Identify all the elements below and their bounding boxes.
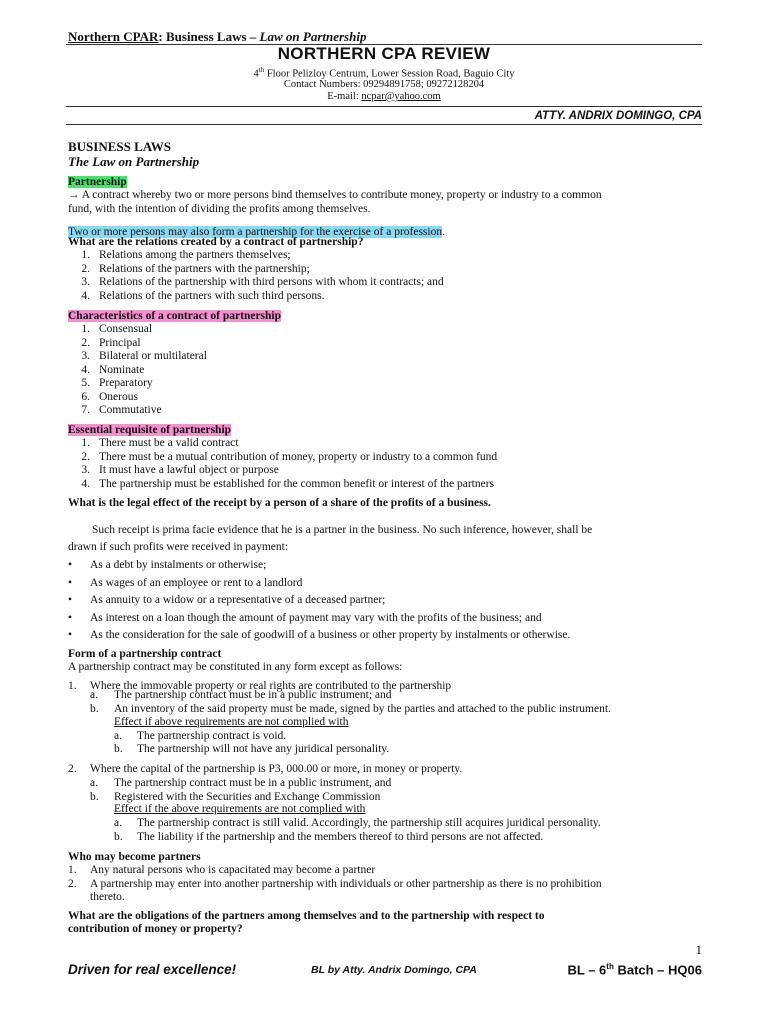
receipt-question: What is the legal effect of the receipt by a person of a share of the profits of a business.	[68, 497, 491, 509]
form-case2-text: Where the capital of the partnership is P3, 000.00 or more, in money or property.	[90, 763, 463, 775]
list-item: 2. Principal	[81, 336, 141, 349]
list-item	[68, 627, 570, 645]
requisite-3: It must have a lawful object or purpose	[99, 464, 279, 476]
form-case1-a-marker: a.	[90, 689, 98, 701]
list-item: 7. Commutative	[81, 404, 162, 416]
partnership-heading-text: Partnership	[68, 176, 127, 188]
footer-credit: BL by Atty. Andrix Domingo, CPA	[311, 964, 477, 976]
form-case2-ea-marker: a.	[114, 817, 122, 829]
partnership-def-2: fund, with the intention of dividing the profits among themselves.	[68, 203, 371, 215]
address-sup: th	[258, 66, 265, 74]
form-case2-effect: Effect if the above requirements are not complied with	[114, 803, 366, 815]
profession-note-text: Two or more persons may also form a partnership for the exercise of a profession	[68, 226, 443, 238]
list-item: 1. There must be a valid contract	[81, 437, 239, 449]
footer-batch-pre: BL – 6	[567, 962, 607, 978]
who-item-2-line-2: thereto.	[90, 891, 125, 903]
receipt-bullet-3: As annuity to a widow or a representative of a deceased partner;	[90, 594, 386, 606]
address-number: 4	[253, 68, 259, 80]
footer-motto: Driven for real excellence!	[68, 962, 237, 977]
bullet-icon: •	[68, 611, 73, 624]
form-case2-b: Registered with the Securities and Exchange Commission	[114, 791, 381, 803]
form-case2-ea: The partnership contract is still valid. Accordingly, the partnership still acquires juridical personality.	[137, 817, 601, 829]
receipt-para-1: Such receipt is prima facie evidence that he is a partner in the business. No such inference, however, shall be	[92, 524, 593, 536]
form-case2-num: 2.	[68, 763, 77, 775]
running-header	[68, 29, 366, 45]
receipt-bullet-5: As the consideration for the sale of goodwill of a business or other property by instalments or otherwise.	[90, 629, 571, 641]
receipt-bullets	[68, 557, 570, 645]
header-topic: Law on Partnership	[259, 29, 367, 44]
who-item-1-num: 1.	[68, 864, 77, 876]
header-rule-3	[66, 124, 702, 125]
address	[0, 66, 768, 80]
receipt-bullet-2: As wages of an employee or rent to a landlord	[90, 576, 303, 589]
list-item: 3. Relations of the partnership with third persons with whom it contracts; and	[81, 276, 444, 288]
characteristic-3: Bilateral or multilateral	[99, 350, 207, 362]
who-item-2-num: 2.	[68, 878, 77, 890]
course-title: BUSINESS LAWS	[68, 139, 171, 154]
relations-question: What are the relations created by a contract of partnership?	[68, 236, 364, 248]
page-number: 1	[695, 942, 702, 957]
receipt-para-2: drawn if such profits were received in payment:	[68, 541, 289, 553]
form-case2-a: The partnership contract must be in a public instrument, and	[114, 777, 392, 789]
characteristics-list	[68, 323, 207, 418]
partnership-def-1: → A contract whereby two or more persons bind themselves to contribute money, property or industry to a common	[68, 189, 602, 201]
footer-batch-sup: th	[606, 962, 614, 971]
form-case2-eb: The liability if the partnership and the members thereof to third persons are not affected.	[137, 831, 544, 843]
characteristic-5: Preparatory	[99, 377, 153, 389]
list-item: 6. Onerous	[81, 390, 138, 403]
form-case2-a-marker: a.	[90, 777, 98, 789]
bullet-icon: •	[68, 594, 73, 606]
form-case1-ea: The partnership contract is void.	[137, 730, 287, 742]
bullet-icon: •	[68, 629, 73, 641]
list-item	[68, 610, 570, 628]
list-item: 5. Preparatory	[81, 377, 153, 389]
requisite-1: There must be a valid contract	[99, 437, 239, 449]
requisite-2: There must be a mutual contribution of money, property or industry to a common fund	[99, 450, 498, 463]
relations-item-3: Relations of the partnership with third persons with whom it contracts; and	[99, 276, 444, 288]
email-line	[0, 91, 768, 102]
relations-item-2: Relations of the partners with the partnership;	[99, 262, 310, 275]
bullet-icon: •	[68, 559, 73, 571]
characteristic-6: Onerous	[99, 390, 138, 403]
form-case1-eb: The partnership will not have any juridical personality.	[137, 743, 390, 755]
contact-numbers: Contact Numbers: 09294891758; 09272128204	[283, 79, 485, 90]
form-case1-b: An inventory of the said property must be made, signed by the parties and attached to the public instrument.	[114, 703, 611, 715]
list-item: 1. Relations among the partners themselves;	[81, 249, 291, 261]
course-subtitle: The Law on Partnership	[68, 154, 200, 169]
relations-item-1: Relations among the partners themselves;	[99, 249, 291, 261]
requisite-4: The partnership must be established for the common benefit or interest of the partners	[99, 477, 495, 490]
characteristic-2: Principal	[99, 336, 141, 349]
list-item	[68, 592, 570, 610]
characteristics-heading-text: Characteristics of a contract of partnership	[68, 310, 282, 322]
author: ATTY. ANDRIX DOMINGO, CPA	[534, 110, 702, 122]
partnership-heading	[68, 176, 127, 190]
form-case1-a: The partnership contract must be in a public instrument; and	[114, 689, 392, 701]
list-item: 3. Bilateral or multilateral	[81, 350, 207, 362]
list-item: 4. Relations of the partners with such third persons.	[81, 289, 325, 302]
form-case2-eb-marker: b.	[114, 831, 123, 843]
email-label: E-mail:	[327, 91, 362, 102]
bullet-icon: •	[68, 576, 73, 589]
characteristic-4: Nominate	[99, 363, 145, 376]
characteristic-1: Consensual	[99, 323, 153, 335]
list-item: 3. It must have a lawful object or purpose	[81, 464, 279, 476]
who-item-2-line-1: A partnership may enter into another partnership with individuals or other partnership as there is no prohibition	[90, 878, 602, 890]
who-heading: Who may become partners	[68, 851, 201, 863]
list-item	[68, 575, 570, 593]
list-item: 1. Consensual	[81, 323, 153, 335]
receipt-bullet-1: As a debt by instalments or otherwise;	[90, 559, 267, 571]
footer-batch-post: Batch – HQ06	[613, 962, 702, 978]
receipt-bullet-4: As interest on a loan though the amount of payment may vary with the profits of the business; and	[90, 611, 542, 624]
obligations-line-1: What are the obligations of the partners among themselves and to the partnership with respect to	[68, 910, 545, 922]
requisites-heading	[68, 424, 231, 438]
org-short: Northern CPAR	[68, 29, 159, 44]
form-heading: Form of a partnership contract	[68, 648, 222, 660]
characteristic-7: Commutative	[99, 404, 162, 416]
header-rule-2	[66, 106, 702, 107]
header-subject: Business Laws –	[162, 29, 260, 44]
header-colon: :	[158, 29, 163, 44]
form-case1-b-marker: b.	[90, 703, 99, 715]
profession-note-end: .	[442, 226, 445, 238]
list-item: 4. The partnership must be established for the common benefit or interest of the partners	[81, 477, 495, 490]
relations-item-4: Relations of the partners with such third persons.	[99, 289, 325, 302]
form-case1-eb-marker: b.	[114, 743, 123, 755]
form-case1-num: 1.	[68, 680, 77, 692]
requisites-list	[68, 437, 497, 491]
email-link[interactable]: ncpar@yahoo.com	[361, 91, 441, 102]
address-rest: Floor Pelizloy Centrum, Lower Session Road, Baguio City	[264, 68, 515, 80]
list-item: 2. There must be a mutual contribution of money, property or industry to a common fund	[81, 450, 498, 463]
form-case1-ea-marker: a.	[114, 730, 122, 742]
requisites-heading-text: Essential requisite of partnership	[68, 424, 232, 436]
form-intro: A partnership contract may be constituted in any form except as follows:	[68, 661, 403, 673]
footer-batch	[568, 962, 703, 977]
relations-list	[68, 249, 444, 303]
form-case1-effect: Effect if above requirements are not complied with	[114, 716, 349, 728]
list-item: 2. Relations of the partners with the partnership;	[81, 262, 310, 275]
form-case1-text: Where the immovable property or real rights are contributed to the partnership	[90, 680, 452, 692]
list-item	[68, 557, 570, 575]
obligations-line-2: contribution of money or property?	[68, 923, 243, 935]
form-case2-b-marker: b.	[90, 791, 99, 803]
characteristics-heading	[68, 310, 281, 324]
org-name: NORTHERN CPA REVIEW	[277, 44, 491, 63]
list-item: 4. Nominate	[81, 363, 145, 376]
who-item-1: Any natural persons who is capacitated may become a partner	[90, 864, 376, 876]
